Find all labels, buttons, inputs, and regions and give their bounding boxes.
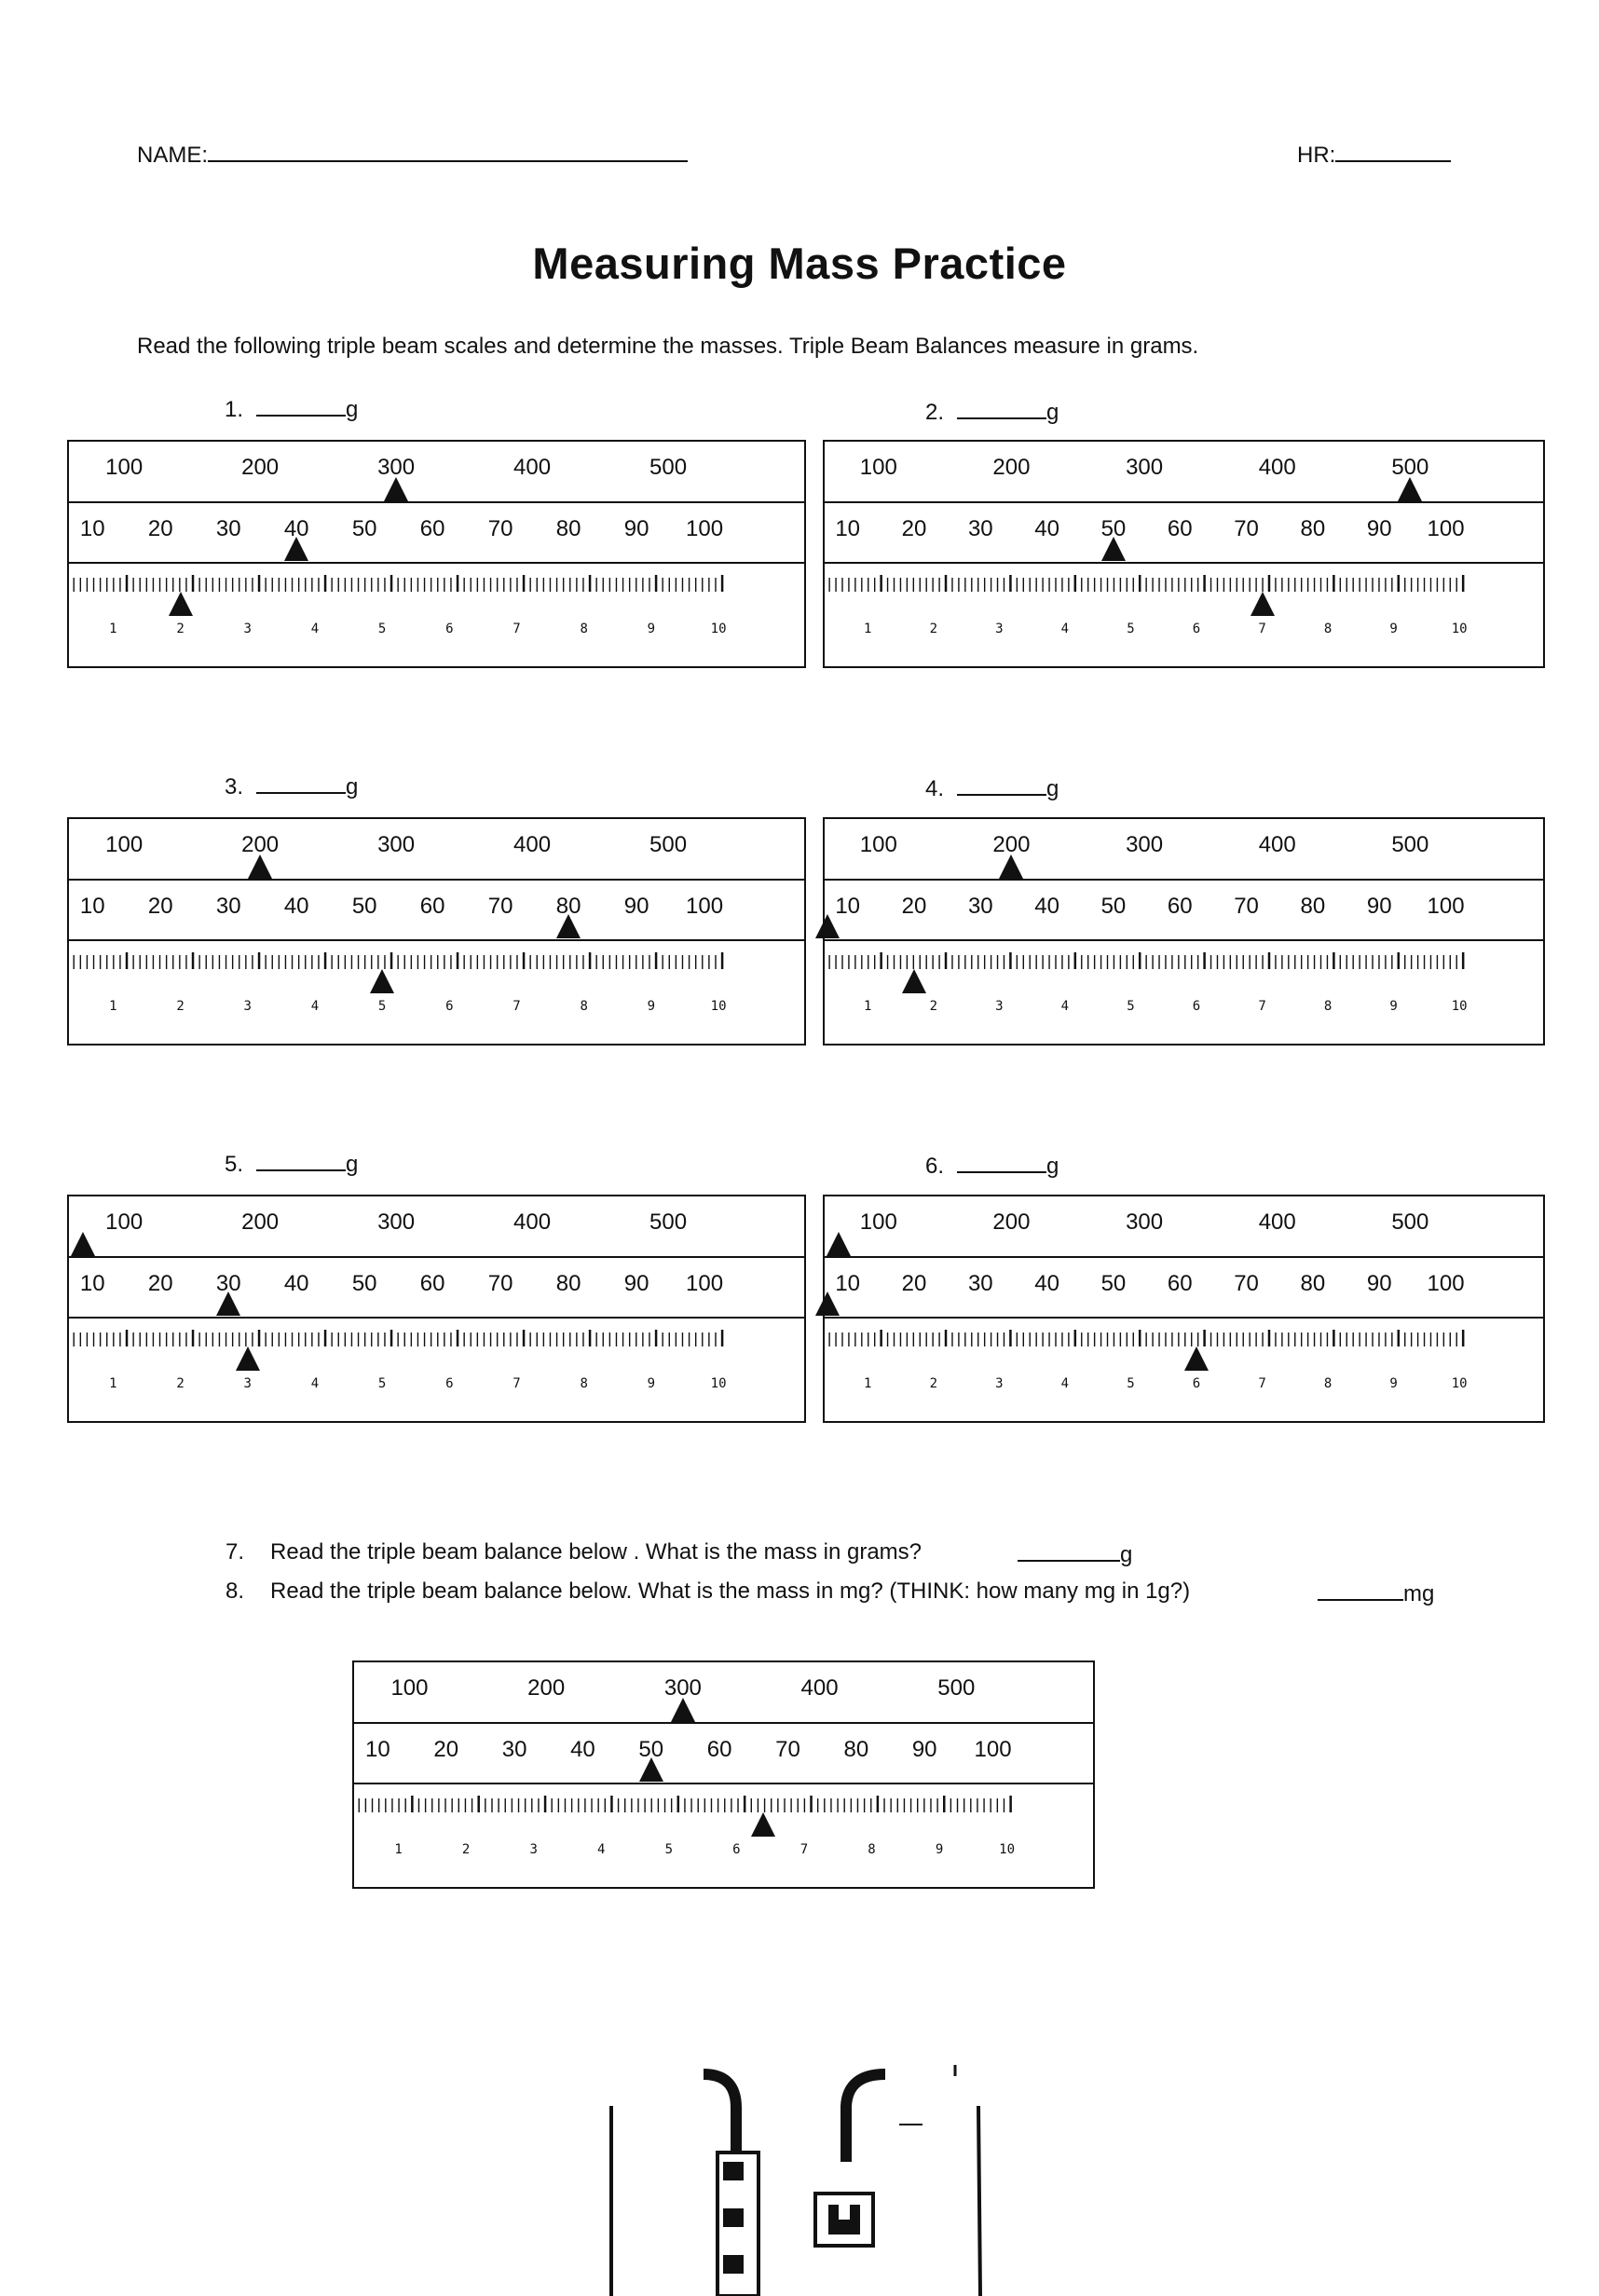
ones-label: 3 xyxy=(243,622,252,636)
ones-label: 8 xyxy=(580,999,588,1014)
answer-blank[interactable] xyxy=(957,1151,1046,1173)
tens-label: 90 xyxy=(1366,516,1392,541)
hundreds-beam xyxy=(354,1662,1093,1724)
triple-beam-scale-6 xyxy=(823,1195,1545,1423)
hundreds-label: 300 xyxy=(377,1210,416,1235)
hundreds-beam xyxy=(825,442,1543,503)
tens-label: 70 xyxy=(1234,894,1259,919)
ones-label: 10 xyxy=(999,1842,1016,1857)
tens-label: 20 xyxy=(901,1271,927,1296)
ones-label: 4 xyxy=(1060,999,1070,1014)
ones-label: 6 xyxy=(445,999,454,1014)
hundreds-rider[interactable] xyxy=(384,477,408,501)
tens-label: 50 xyxy=(638,1737,664,1762)
tens-label: 90 xyxy=(1366,894,1392,919)
ones-label: 3 xyxy=(995,1376,1004,1391)
hundreds-rider[interactable] xyxy=(999,854,1023,879)
tens-label: 90 xyxy=(623,516,649,541)
ones-beam xyxy=(825,564,1543,666)
hundreds-rider[interactable] xyxy=(1398,477,1422,501)
answer-blank[interactable] xyxy=(256,394,346,417)
hundreds-label: 500 xyxy=(937,1675,976,1701)
tens-label: 50 xyxy=(1100,516,1127,541)
hundreds-label: 100 xyxy=(859,1210,897,1235)
tens-label: 30 xyxy=(501,1737,527,1762)
ones-label: 4 xyxy=(310,1376,320,1391)
answer-blank[interactable] xyxy=(256,772,346,794)
hundreds-label: 200 xyxy=(241,1210,280,1235)
tens-rider[interactable] xyxy=(639,1757,663,1782)
tens-label: 60 xyxy=(1167,1271,1193,1296)
tens-label: 70 xyxy=(1234,516,1259,541)
ones-label: 4 xyxy=(1060,1376,1070,1391)
hundreds-label: 400 xyxy=(1258,455,1296,480)
hundreds-label: 100 xyxy=(390,1675,429,1701)
tens-rider[interactable] xyxy=(815,914,840,938)
ones-rider[interactable] xyxy=(370,969,394,993)
triple-beam-scale-3 xyxy=(67,817,806,1046)
tens-label: 30 xyxy=(215,516,241,541)
ones-label: 9 xyxy=(1389,1376,1398,1391)
name-blank[interactable] xyxy=(208,140,688,162)
tens-label: 20 xyxy=(147,1271,173,1296)
hundreds-label: 100 xyxy=(859,455,897,480)
triple-beam-scale-1 xyxy=(67,440,806,668)
triple-beam-scale-5 xyxy=(67,1195,806,1423)
tens-label: 90 xyxy=(623,1271,649,1296)
ones-beam xyxy=(69,941,804,1044)
ones-beam xyxy=(825,1319,1543,1421)
ones-label: 10 xyxy=(1451,622,1468,636)
tens-label: 80 xyxy=(1300,894,1326,919)
ones-label: 6 xyxy=(732,1842,741,1857)
tens-label: 20 xyxy=(901,516,927,541)
tens-beam xyxy=(825,881,1543,941)
ones-label: 5 xyxy=(1127,1376,1135,1391)
tens-label: 70 xyxy=(1234,1271,1259,1296)
ones-label: 9 xyxy=(647,999,656,1014)
tens-label: 40 xyxy=(570,1737,595,1762)
tens-label: 20 xyxy=(901,894,927,919)
tens-label: 20 xyxy=(147,894,173,919)
ones-label: 4 xyxy=(1060,622,1070,636)
page-title: Measuring Mass Practice xyxy=(532,239,1067,288)
tens-label: 40 xyxy=(1034,516,1059,541)
tens-label: 70 xyxy=(487,1271,513,1296)
ones-label: 2 xyxy=(929,622,938,636)
tens-rider[interactable] xyxy=(284,537,308,561)
ones-label: 4 xyxy=(310,999,320,1014)
ones-label: 1 xyxy=(864,1376,872,1391)
ones-beam-ticks xyxy=(69,1328,804,1356)
tens-label: 40 xyxy=(1034,894,1059,919)
ones-label: 1 xyxy=(109,1376,117,1391)
tens-beam xyxy=(69,881,804,941)
tens-beam xyxy=(825,1258,1543,1319)
triple-beam-scale-final xyxy=(352,1660,1095,1889)
tens-label: 70 xyxy=(775,1737,800,1762)
tens-beam xyxy=(69,1258,804,1319)
balance-illustration xyxy=(578,2050,1025,2296)
ones-beam-ticks xyxy=(825,573,1543,601)
tens-label: 20 xyxy=(147,516,173,541)
ones-label: 9 xyxy=(935,1842,944,1857)
tens-beam xyxy=(825,503,1543,564)
ones-label: 7 xyxy=(800,1842,809,1857)
ones-label: 8 xyxy=(580,1376,588,1391)
name-field[interactable] xyxy=(137,140,688,169)
tens-label: 40 xyxy=(283,516,309,541)
ones-label: 2 xyxy=(176,622,184,636)
tens-label: 10 xyxy=(835,894,861,919)
tens-label: 100 xyxy=(686,516,724,541)
tens-label: 10 xyxy=(835,1271,861,1296)
ones-label: 7 xyxy=(1258,1376,1266,1391)
tens-label: 40 xyxy=(283,894,309,919)
ones-label: 8 xyxy=(1323,1376,1332,1391)
hr-field[interactable] xyxy=(1297,140,1451,169)
ones-label: 5 xyxy=(1127,622,1135,636)
ones-label: 7 xyxy=(1258,999,1266,1014)
tens-label: 70 xyxy=(487,516,513,541)
hundreds-rider[interactable] xyxy=(71,1232,95,1256)
hundreds-label: 400 xyxy=(513,1210,552,1235)
ones-label: 6 xyxy=(1192,622,1201,636)
tens-label: 60 xyxy=(1167,894,1193,919)
problem-3-label[interactable]: 3. g xyxy=(225,772,358,800)
tens-label: 70 xyxy=(487,894,513,919)
hundreds-label: 500 xyxy=(649,1210,688,1235)
ones-label: 4 xyxy=(597,1842,606,1857)
triple-beam-scale-2 xyxy=(823,440,1545,668)
ones-label: 5 xyxy=(664,1842,674,1857)
tens-label: 10 xyxy=(79,894,105,919)
tens-rider[interactable] xyxy=(216,1292,240,1316)
ones-label: 9 xyxy=(1389,622,1398,636)
tens-label: 30 xyxy=(215,1271,241,1296)
hundreds-beam xyxy=(69,1196,804,1258)
hundreds-rider[interactable] xyxy=(671,1698,695,1722)
hr-label: HR: xyxy=(1297,143,1336,168)
ones-rider[interactable] xyxy=(902,969,926,993)
ones-rider[interactable] xyxy=(236,1346,260,1371)
tens-label: 50 xyxy=(351,894,377,919)
tens-label: 50 xyxy=(1100,1271,1127,1296)
hundreds-label: 500 xyxy=(649,455,688,480)
hundreds-label: 100 xyxy=(105,1210,144,1235)
ones-beam xyxy=(69,564,804,666)
hundreds-label: 200 xyxy=(241,455,280,480)
tens-label: 40 xyxy=(1034,1271,1059,1296)
ones-label: 8 xyxy=(580,622,588,636)
hundreds-beam xyxy=(69,442,804,503)
question-8-answer[interactable]: mg xyxy=(1318,1578,1434,1607)
tens-label: 50 xyxy=(1100,894,1127,919)
tens-label: 60 xyxy=(419,516,445,541)
ones-label: 3 xyxy=(995,999,1004,1014)
ones-label: 3 xyxy=(529,1842,538,1857)
tens-label: 60 xyxy=(419,1271,445,1296)
ones-label: 7 xyxy=(1258,622,1266,636)
name-label: NAME: xyxy=(137,143,209,168)
hundreds-label: 100 xyxy=(105,455,144,480)
tens-label: 80 xyxy=(555,516,581,541)
hundreds-label: 400 xyxy=(513,455,552,480)
answer-blank[interactable] xyxy=(957,397,1046,419)
hundreds-label: 300 xyxy=(377,455,416,480)
ones-label: 3 xyxy=(243,999,252,1014)
hundreds-label: 200 xyxy=(992,1210,1031,1235)
hundreds-label: 400 xyxy=(1258,832,1296,857)
hundreds-label: 200 xyxy=(992,832,1031,857)
ones-label: 9 xyxy=(647,622,656,636)
problem-6-label[interactable]: 6. g xyxy=(925,1151,1059,1180)
answer-blank[interactable] xyxy=(1018,1539,1120,1562)
ones-label: 1 xyxy=(394,1842,403,1857)
ones-label: 3 xyxy=(995,622,1004,636)
ones-beam xyxy=(354,1784,1093,1887)
tens-label: 10 xyxy=(365,1737,390,1762)
hundreds-label: 200 xyxy=(527,1675,566,1701)
hr-blank[interactable] xyxy=(1335,140,1451,162)
question-7-answer[interactable]: g xyxy=(1018,1539,1132,1568)
hundreds-label: 300 xyxy=(663,1675,702,1701)
hundreds-label: 200 xyxy=(241,832,280,857)
tens-label: 60 xyxy=(1167,516,1193,541)
ones-beam-ticks xyxy=(69,950,804,978)
ones-label: 5 xyxy=(377,622,387,636)
tens-beam xyxy=(354,1724,1093,1784)
hundreds-label: 500 xyxy=(649,832,688,857)
hundreds-label: 500 xyxy=(1391,455,1429,480)
tens-label: 30 xyxy=(967,894,993,919)
ones-label: 8 xyxy=(1323,622,1332,636)
ones-beam xyxy=(825,941,1543,1044)
tens-label: 80 xyxy=(555,894,581,919)
ones-label: 6 xyxy=(1192,1376,1201,1391)
tens-label: 40 xyxy=(283,1271,309,1296)
tens-label: 80 xyxy=(1300,1271,1326,1296)
hundreds-rider[interactable] xyxy=(248,854,272,879)
tens-label: 90 xyxy=(1366,1271,1392,1296)
ones-label: 1 xyxy=(864,999,872,1014)
ones-label: 10 xyxy=(1451,999,1468,1014)
hundreds-label: 100 xyxy=(859,832,897,857)
hundreds-label: 200 xyxy=(992,455,1031,480)
tens-label: 90 xyxy=(623,894,649,919)
tens-label: 100 xyxy=(1427,1271,1465,1296)
triple-beam-scale-4 xyxy=(823,817,1545,1046)
ones-label: 7 xyxy=(512,1376,521,1391)
ones-label: 1 xyxy=(864,622,872,636)
questions-7-8: 7. Read the triple beam balance below . What is the mass in grams? g 8. Read the triple beam balance below. What is the mass in mg? (THINK: how many mg in 1g?) mg xyxy=(226,1539,1435,1606)
tens-label: 30 xyxy=(215,894,241,919)
hundreds-beam xyxy=(825,1196,1543,1258)
ones-label: 2 xyxy=(929,999,938,1014)
hundreds-label: 400 xyxy=(1258,1210,1296,1235)
hundreds-beam xyxy=(69,819,804,881)
ones-rider[interactable] xyxy=(169,592,193,616)
ones-beam xyxy=(69,1319,804,1421)
ones-label: 1 xyxy=(109,622,117,636)
tens-label: 80 xyxy=(555,1271,581,1296)
hundreds-label: 400 xyxy=(800,1675,839,1701)
ones-label: 8 xyxy=(1323,999,1332,1014)
ones-rider[interactable] xyxy=(1184,1346,1209,1371)
problem-4-label[interactable]: 4. g xyxy=(925,773,1059,802)
ones-label: 10 xyxy=(710,1376,727,1391)
ones-label: 10 xyxy=(1451,1376,1468,1391)
ones-beam-ticks xyxy=(825,950,1543,978)
tens-label: 100 xyxy=(686,1271,724,1296)
tens-label: 60 xyxy=(419,894,445,919)
tens-label: 90 xyxy=(911,1737,937,1762)
tens-label: 60 xyxy=(706,1737,732,1762)
tens-label: 80 xyxy=(1300,516,1326,541)
tens-label: 30 xyxy=(967,1271,993,1296)
ones-label: 3 xyxy=(243,1376,252,1391)
ones-label: 6 xyxy=(1192,999,1201,1014)
tens-rider[interactable] xyxy=(556,914,581,938)
ones-label: 2 xyxy=(176,999,184,1014)
tens-label: 80 xyxy=(843,1737,869,1762)
hundreds-label: 100 xyxy=(105,832,144,857)
hundreds-rider[interactable] xyxy=(827,1232,851,1256)
tens-label: 100 xyxy=(1427,516,1465,541)
ones-label: 2 xyxy=(929,1376,938,1391)
tens-label: 50 xyxy=(351,1271,377,1296)
hundreds-label: 300 xyxy=(1126,1210,1164,1235)
ones-label: 5 xyxy=(1127,999,1135,1014)
ones-rider[interactable] xyxy=(1250,592,1275,616)
problem-2-label[interactable]: 2. g xyxy=(925,397,1059,426)
ones-label: 7 xyxy=(512,622,521,636)
hundreds-label: 500 xyxy=(1391,832,1429,857)
ones-label: 5 xyxy=(377,1376,387,1391)
ones-rider[interactable] xyxy=(751,1812,775,1837)
hundreds-label: 400 xyxy=(513,832,552,857)
tens-label: 10 xyxy=(79,516,105,541)
answer-blank[interactable] xyxy=(256,1149,346,1171)
answer-blank[interactable] xyxy=(957,773,1046,796)
ones-label: 10 xyxy=(710,999,727,1014)
ones-label: 7 xyxy=(512,999,521,1014)
tens-rider[interactable] xyxy=(1101,537,1126,561)
ones-label: 8 xyxy=(868,1842,876,1857)
hundreds-beam xyxy=(825,819,1543,881)
tens-label: 30 xyxy=(967,516,993,541)
tens-label: 100 xyxy=(1427,894,1465,919)
tens-label: 10 xyxy=(835,516,861,541)
problem-5-label[interactable]: 5. g xyxy=(225,1149,358,1178)
ones-label: 10 xyxy=(710,622,727,636)
tens-label: 50 xyxy=(351,516,377,541)
answer-blank[interactable] xyxy=(1318,1578,1403,1601)
tens-rider[interactable] xyxy=(815,1292,840,1316)
problem-1-label[interactable]: 1. g xyxy=(225,394,358,423)
ones-label: 9 xyxy=(1389,999,1398,1014)
hundreds-label: 300 xyxy=(377,832,416,857)
ones-label: 1 xyxy=(109,999,117,1014)
ones-beam-ticks xyxy=(354,1794,1093,1822)
hundreds-label: 300 xyxy=(1126,455,1164,480)
ones-label: 6 xyxy=(445,622,454,636)
ones-label: 5 xyxy=(377,999,387,1014)
instructions: Read the following triple beam scales and determine the masses. Triple Beam Balances measure in grams. xyxy=(137,334,1199,359)
ones-label: 9 xyxy=(647,1376,656,1391)
ones-label: 2 xyxy=(176,1376,184,1391)
ones-label: 2 xyxy=(461,1842,471,1857)
tens-beam xyxy=(69,503,804,564)
hundreds-label: 300 xyxy=(1126,832,1164,857)
ones-label: 6 xyxy=(445,1376,454,1391)
ones-label: 4 xyxy=(310,622,320,636)
hundreds-label: 500 xyxy=(1391,1210,1429,1235)
tens-label: 100 xyxy=(686,894,724,919)
tens-label: 20 xyxy=(433,1737,459,1762)
tens-label: 100 xyxy=(974,1737,1012,1762)
tens-label: 10 xyxy=(79,1271,105,1296)
